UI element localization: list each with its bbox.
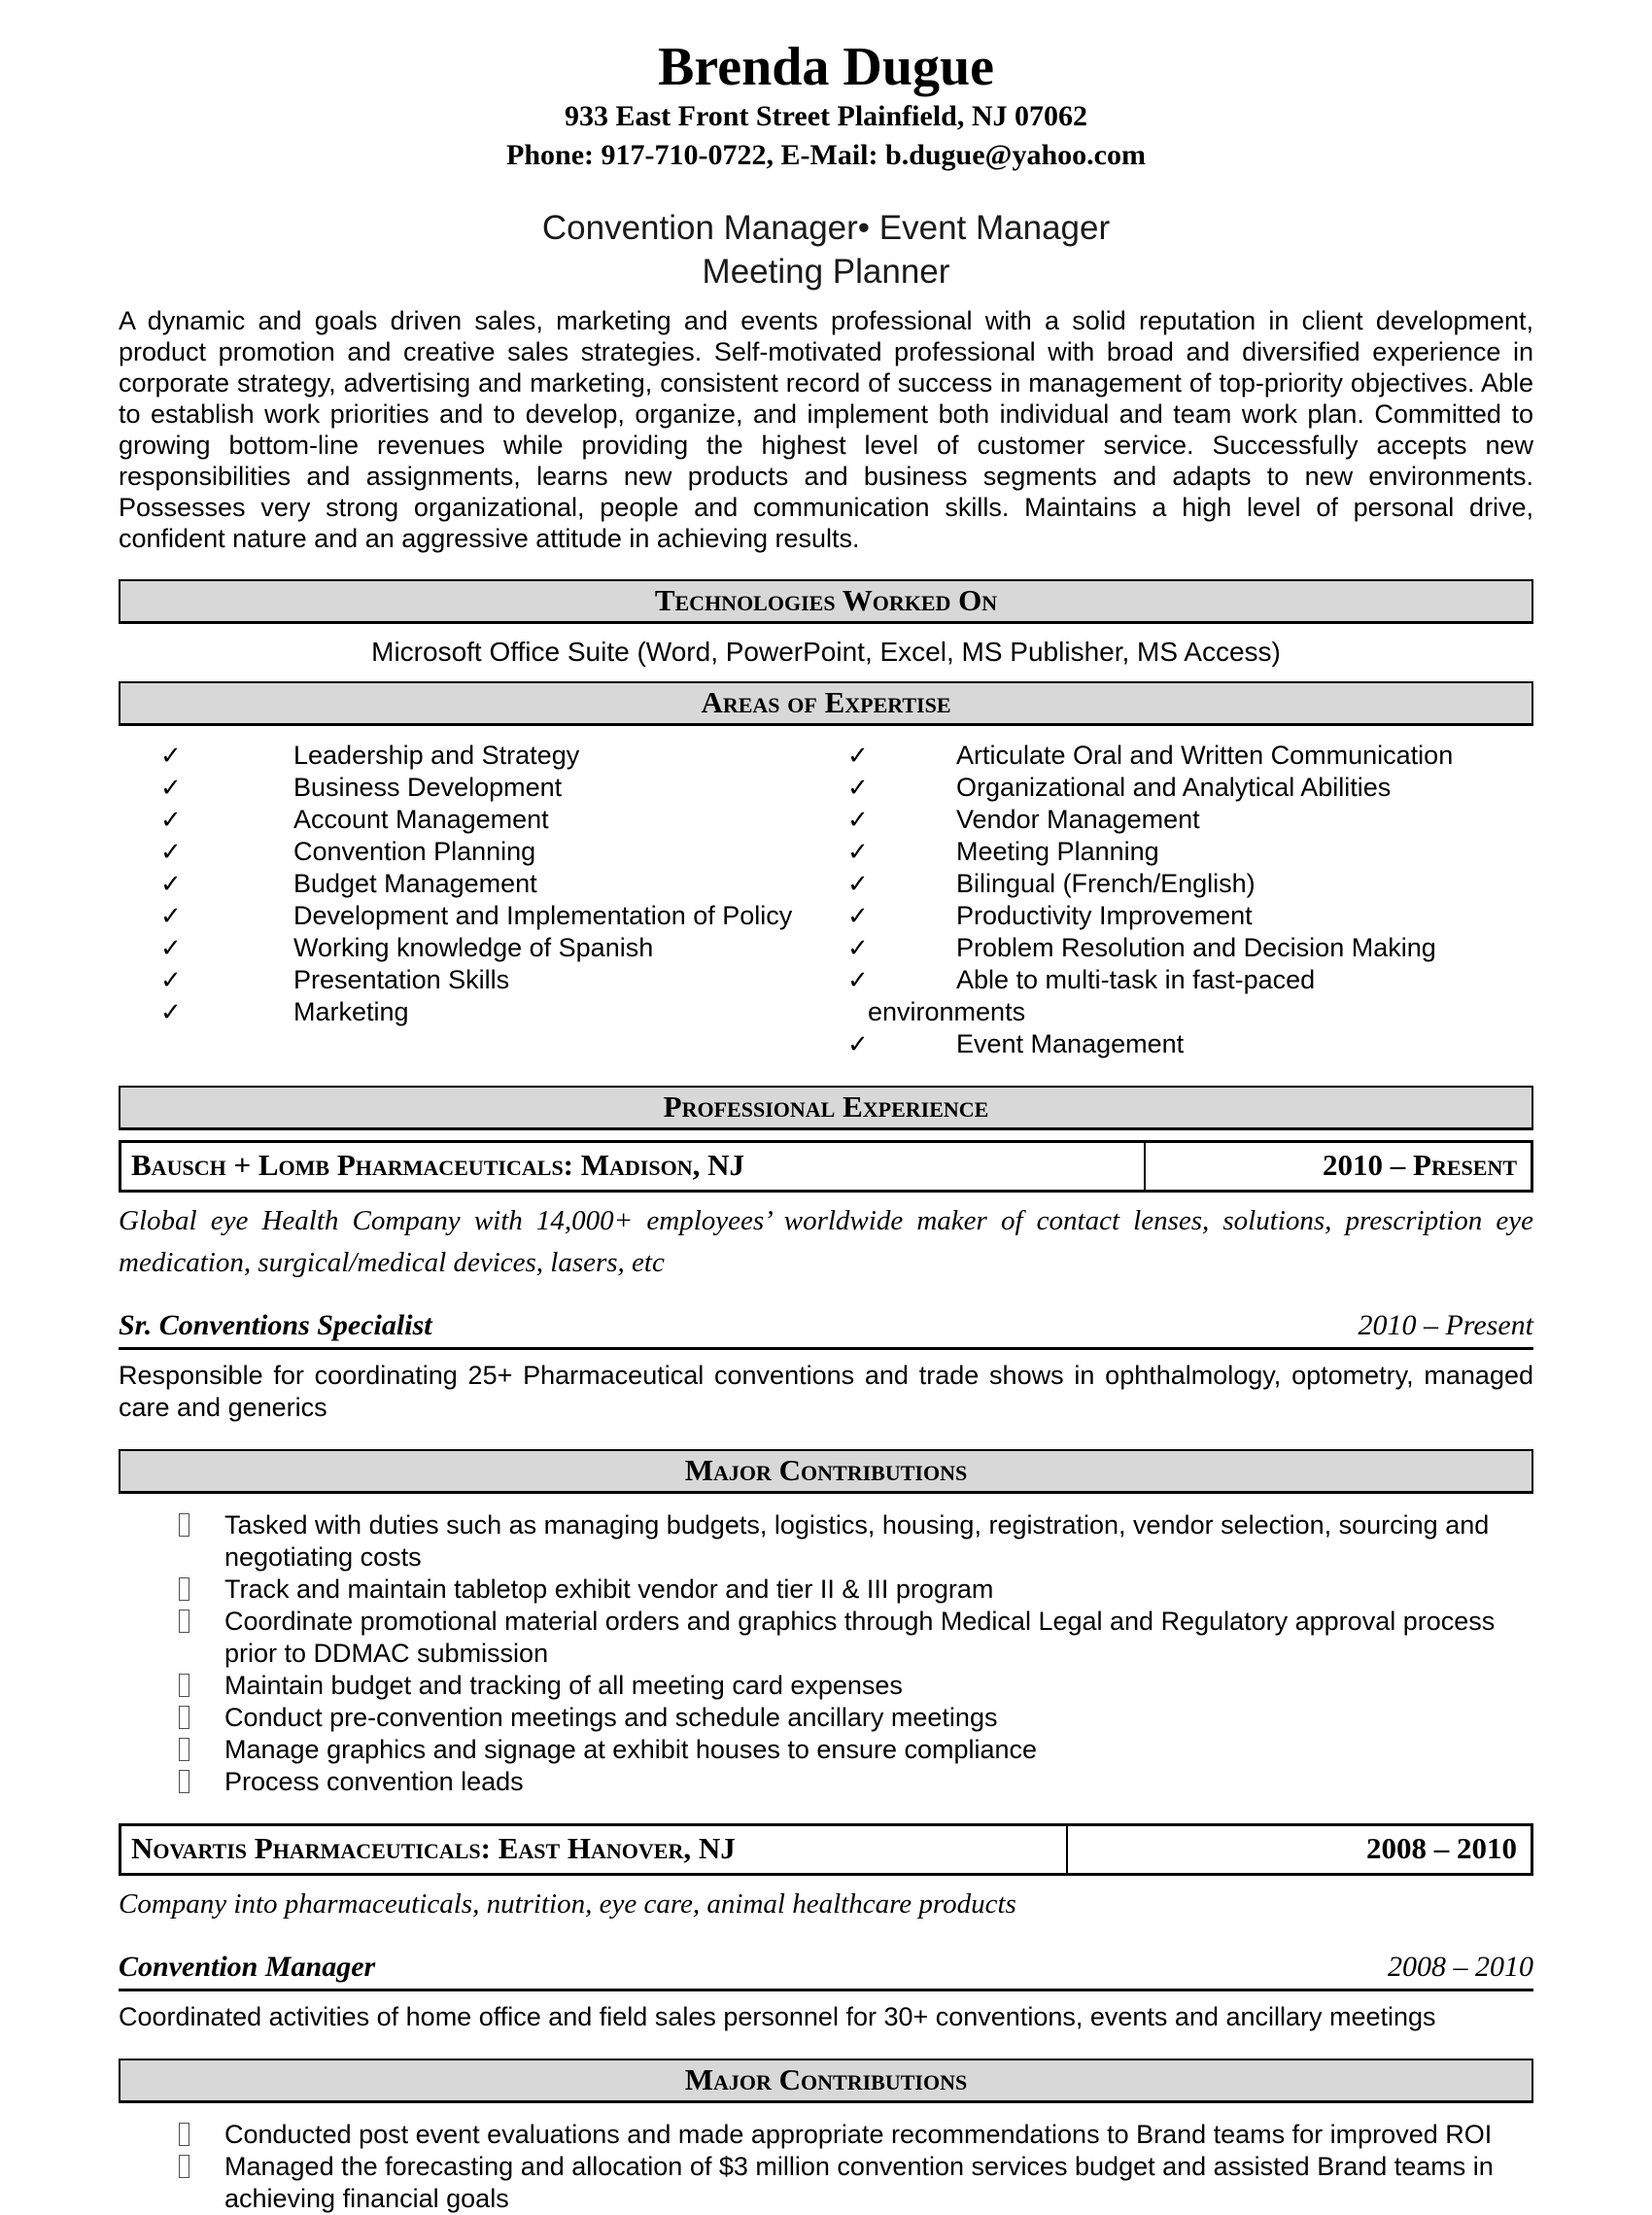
check-icon: ✓ — [160, 773, 182, 802]
expertise-item: Articulate Oral and Written Communication — [956, 741, 1454, 770]
expertise-item: Leadership and Strategy — [293, 741, 580, 770]
list-item — [119, 1702, 1533, 1734]
check-icon: ✓ — [160, 741, 182, 770]
technologies-content: Microsoft Office Suite (Word, PowerPoint, Excel, MS Publisher, MS Access) — [371, 637, 1281, 667]
list-item — [119, 2151, 1533, 2215]
contribution-text: Manage graphics and signage at exhibit houses to ensure compliance — [224, 1735, 1038, 1764]
expertise-item-continuation: environments — [868, 997, 1026, 1026]
expertise-column-left — [119, 740, 847, 1060]
check-icon: ✓ — [847, 773, 869, 802]
role-summary: Responsible for coordinating 25+ Pharmaceutical conventions and trade shows in ophthalmology, optometry, managed care and generics — [119, 1361, 1533, 1422]
company-dates: 2008 – 2010 — [1066, 1826, 1531, 1873]
expertise-item: Budget Management — [293, 869, 537, 898]
contributions-list — [119, 1509, 1533, 1798]
expertise-item: Business Development — [293, 773, 563, 802]
company-description: Global eye Health Company with 14,000+ employees’ worldwide maker of contact lenses, solutions, prescription eye medication, surgical/medical devices, lasers, etc — [119, 1205, 1533, 1278]
expertise-item: Meeting Planning — [956, 837, 1159, 866]
check-icon: ✓ — [160, 933, 182, 962]
expertise-item: Able to multi-task in fast-paced — [956, 965, 1316, 994]
company-description: Company into pharmaceuticals, nutrition, eye care, animal healthcare products — [119, 1888, 1016, 1920]
expertise-item: Presentation Skills — [293, 965, 510, 994]
check-icon: ✓ — [847, 901, 869, 930]
empty-box-bullet-icon — [179, 2123, 189, 2146]
section-header-technologies: Technologies Worked On — [119, 579, 1533, 624]
expertise-item: Bilingual (French/English) — [956, 869, 1256, 898]
job-title-row — [119, 1307, 1533, 1350]
empty-box-bullet-icon — [179, 1738, 189, 1761]
list-item — [119, 2119, 1533, 2151]
expertise-item: Marketing — [293, 997, 409, 1026]
list-item — [119, 1670, 1533, 1702]
list-item — [847, 964, 1533, 996]
contributions-list — [119, 2119, 1533, 2215]
summary-paragraph: A dynamic and goals driven sales, marketing and events professional with a solid reputation in client development, product promotion and creative sales strategies. Self-motivated professional with broad and diversified experience in corporate strategy, advertising and marketing, consistent record of success in management of top-priority objectives. Able to establish work priorities and to develop, organize, and implement both individual and team work plan. Committed to growing bottom-line revenues while providing the highest level of customer service. Successfully accepts new responsibilities and assignments, learns new products and business segments and adapts to new environments. Possesses very strong organizational, people and communication skills. Maintains a high level of personal drive, confident nature and an aggressive attitude in achieving results. — [119, 306, 1533, 553]
list-item — [119, 1734, 1533, 1766]
job-header-row-novartis — [119, 1823, 1533, 1876]
expertise-item: Account Management — [293, 805, 549, 834]
role-summary: Coordinated activities of home office and field sales personnel for 30+ conventions, events and ancillary meetings — [119, 2002, 1436, 2031]
expertise-item: Problem Resolution and Decision Making — [956, 933, 1436, 962]
list-item — [847, 868, 1533, 900]
expertise-item: Organizational and Analytical Abilities — [956, 773, 1392, 802]
expertise-item: Vendor Management — [956, 805, 1200, 834]
check-icon: ✓ — [160, 837, 182, 866]
list-item — [847, 996, 1533, 1028]
job-title: Convention Manager — [119, 1951, 376, 1983]
check-icon: ✓ — [160, 805, 182, 834]
list-item — [119, 1766, 1533, 1798]
contribution-text: Track and maintain tabletop exhibit vendor and tier II & III program — [224, 1575, 994, 1604]
check-icon: ✓ — [160, 901, 182, 930]
company-name: Novartis Pharmaceuticals: East Hanover, NJ — [131, 1831, 736, 1865]
section-header-major-contributions-1: Major Contributions — [119, 1449, 1533, 1494]
list-item — [847, 772, 1533, 804]
job-header-row-bausch — [119, 1140, 1533, 1193]
job-title-dates: 2008 – 2010 — [1388, 1951, 1533, 1983]
empty-box-bullet-icon — [179, 1706, 189, 1729]
list-item — [847, 836, 1533, 868]
company-name: Bausch + Lomb Pharmaceuticals: Madison, NJ — [131, 1148, 744, 1182]
list-item — [119, 836, 847, 868]
check-icon: ✓ — [847, 869, 869, 898]
job-title-dates: 2010 – Present — [1358, 1309, 1533, 1341]
check-icon: ✓ — [847, 837, 869, 866]
title-line-1: Convention Manager• Event Manager — [541, 209, 1111, 247]
empty-box-bullet-icon — [179, 1770, 189, 1793]
expertise-column-right — [847, 740, 1533, 1060]
check-icon: ✓ — [160, 965, 182, 994]
contribution-text: Conduct pre-convention meetings and schedule ancillary meetings — [224, 1703, 998, 1732]
expertise-item: Development and Implementation of Policy — [293, 901, 793, 930]
list-item — [119, 1606, 1533, 1670]
list-item — [119, 932, 847, 964]
list-item — [119, 868, 847, 900]
empty-box-bullet-icon — [179, 1577, 189, 1601]
list-item — [119, 996, 847, 1028]
address-line: 933 East Front Street Plainfield, NJ 07062 — [564, 100, 1088, 132]
expertise-item: Productivity Improvement — [956, 901, 1253, 930]
contribution-text: Conducted post event evaluations and made appropriate recommendations to Brand teams for improved ROI — [224, 2120, 1493, 2149]
list-item — [119, 772, 847, 804]
check-icon: ✓ — [160, 869, 182, 898]
list-item — [847, 900, 1533, 932]
contribution-text: Coordinate promotional material orders and graphics through Medical Legal and Regulatory approval process prior to DDMAC submission — [224, 1607, 1496, 1668]
contribution-text: Tasked with duties such as managing budgets, logistics, housing, registration, vendor selection, sourcing and negotiating costs — [224, 1510, 1490, 1572]
title-line-2: Meeting Planner — [702, 253, 950, 291]
list-item — [119, 740, 847, 772]
check-icon: ✓ — [847, 805, 869, 834]
section-header-expertise: Areas of Expertise — [119, 681, 1533, 726]
contribution-text: Process convention leads — [224, 1767, 524, 1796]
check-icon: ✓ — [160, 997, 182, 1026]
job-title-row — [119, 1949, 1533, 1991]
expertise-checklist — [119, 740, 1533, 1060]
expertise-item: Working knowledge of Spanish — [293, 933, 654, 962]
empty-box-bullet-icon — [179, 1609, 189, 1633]
check-icon: ✓ — [847, 1029, 869, 1058]
empty-box-bullet-icon — [179, 1513, 189, 1537]
list-item — [847, 1028, 1533, 1060]
candidate-name: Brenda Dugue — [658, 37, 994, 97]
empty-box-bullet-icon — [179, 2155, 189, 2178]
list-item — [119, 804, 847, 836]
list-item — [119, 1574, 1533, 1606]
role-titles — [119, 206, 1533, 294]
empty-box-bullet-icon — [179, 1674, 189, 1697]
section-header-professional-experience: Professional Experience — [119, 1086, 1533, 1130]
check-icon: ✓ — [847, 965, 869, 994]
company-dates: 2010 – Present — [1144, 1143, 1531, 1190]
expertise-item: Convention Planning — [293, 837, 536, 866]
expertise-item: Event Management — [956, 1029, 1185, 1058]
list-item — [847, 804, 1533, 836]
check-icon: ✓ — [847, 741, 869, 770]
contact-line: Phone: 917-710-0722, E-Mail: b.dugue@yahoo.com — [506, 139, 1146, 171]
section-header-major-contributions-2: Major Contributions — [119, 2059, 1533, 2103]
contribution-text: Maintain budget and tracking of all meeting card expenses — [224, 1671, 903, 1700]
check-icon: ✓ — [847, 933, 869, 962]
list-item — [119, 964, 847, 996]
list-item — [847, 932, 1533, 964]
list-item — [119, 1509, 1533, 1574]
list-item — [119, 900, 847, 932]
job-title: Sr. Conventions Specialist — [119, 1309, 432, 1341]
contribution-text: Managed the forecasting and allocation of $3 million convention services budget and assisted Brand teams in achieving financial goals — [224, 2152, 1494, 2213]
list-item — [847, 740, 1533, 772]
